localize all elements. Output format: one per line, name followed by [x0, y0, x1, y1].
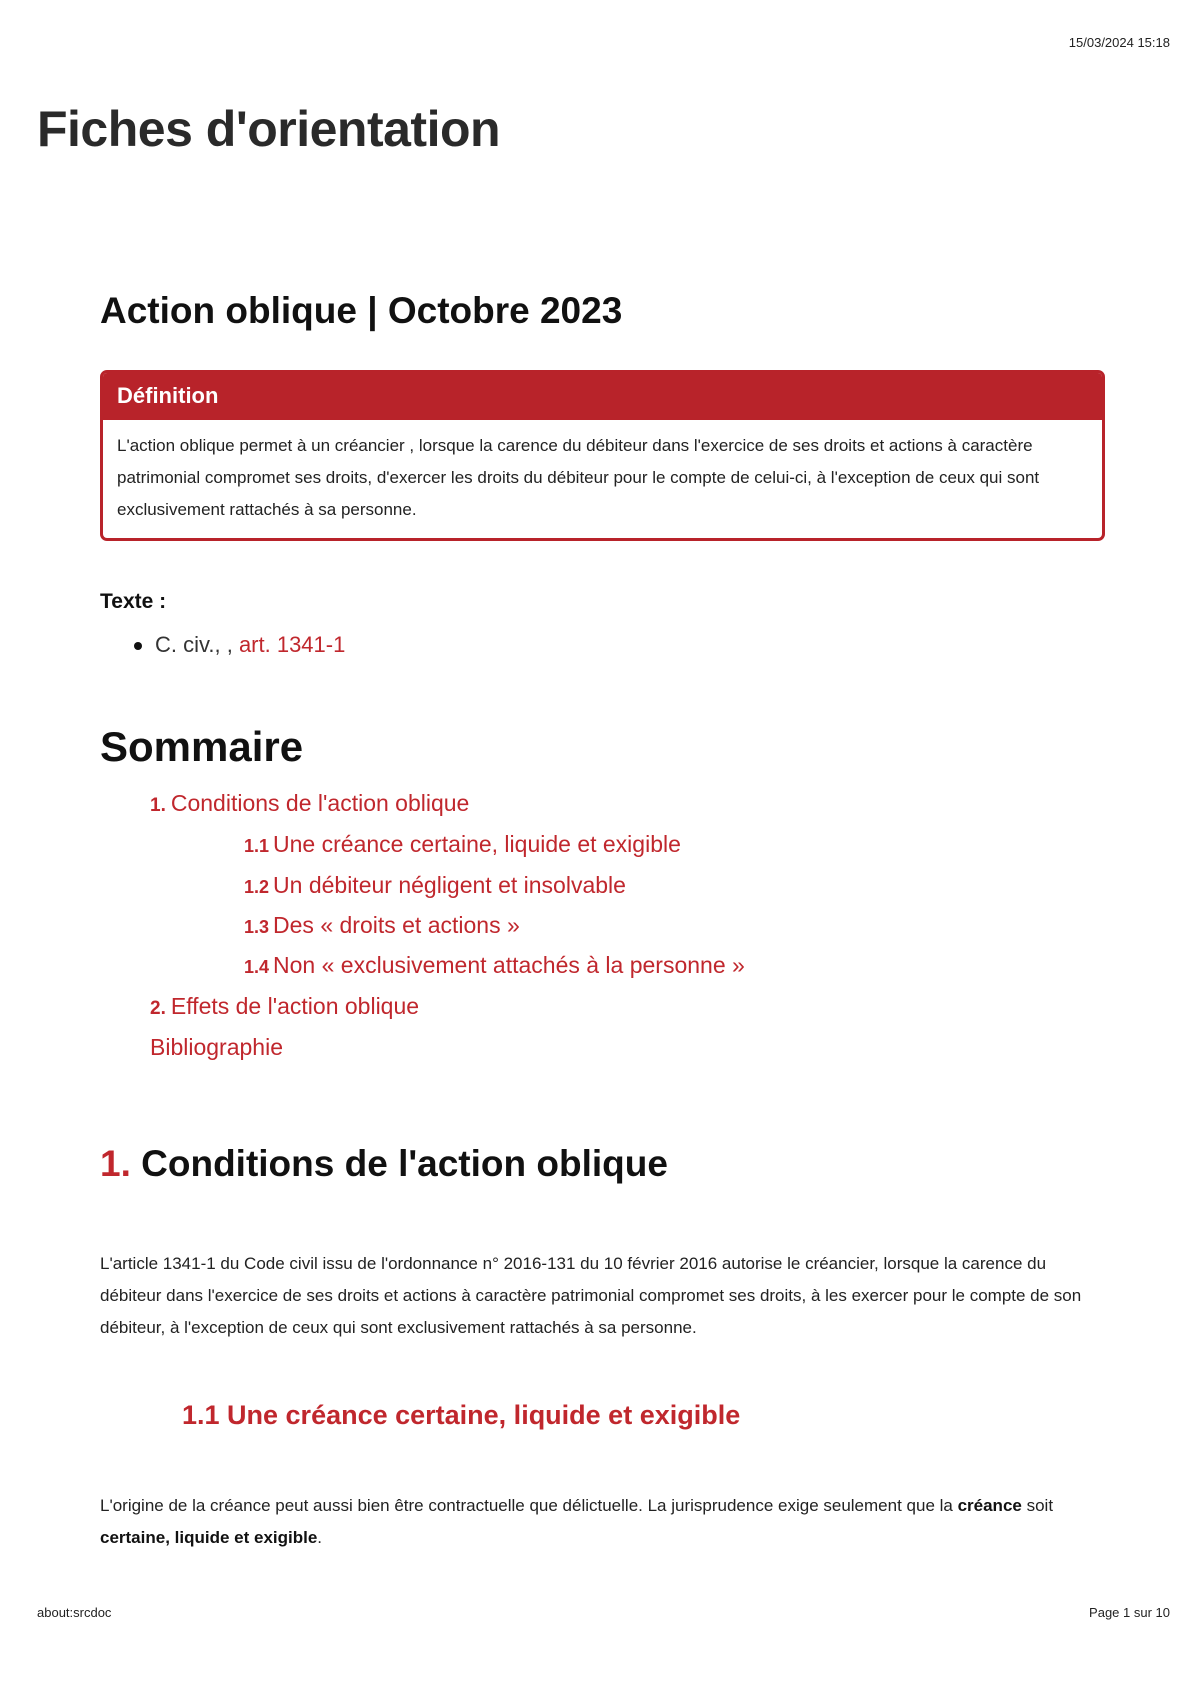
toc-label: Bibliographie — [150, 1034, 283, 1060]
site-title: Fiches d'orientation — [37, 101, 501, 157]
toc-number: 1.3 — [244, 917, 270, 937]
toc-item-effets[interactable] — [150, 993, 419, 1020]
toc-item-droits[interactable] — [244, 912, 520, 939]
toc-label: Non « exclusivement attachés à la personne » — [273, 952, 745, 978]
toc-number: 1. — [150, 795, 166, 816]
definition-text: L'action oblique permet à un créancier , lorsque la carence du débiteur dans l'exercice de ses droits et actions à caractère patrimonial compromet ses droits, d'exercer les droits du débiteur pour le compte de celui-ci, à l'exception de ceux qui sont exclusivement rattachés à sa personne. — [117, 436, 1040, 519]
section-1-1-paragraph — [100, 1490, 1105, 1554]
texte-item-prefix: C. civ., , — [155, 632, 239, 657]
section-number: 1. — [100, 1143, 131, 1184]
text-run: L'origine de la créance peut aussi bien être contractuelle que délictuelle. La jurisprudence exige seulement que la — [100, 1496, 958, 1515]
texte-label: Texte : — [100, 590, 167, 613]
toc-label: Effets de l'action oblique — [170, 993, 420, 1019]
toc-number: 1.1 — [244, 836, 270, 856]
toc-label: Une créance certaine, liquide et exigible — [273, 831, 681, 857]
text-run: . — [317, 1528, 323, 1547]
texte-list — [155, 632, 345, 658]
toc-number: 2. — [150, 998, 166, 1019]
bullet-icon — [134, 642, 142, 650]
bold-text: certaine, liquide et exigible — [100, 1528, 318, 1547]
footer-url: about:srcdoc — [37, 1605, 112, 1620]
print-timestamp: 15/03/2024 15:18 — [1068, 35, 1170, 50]
toc-item-debiteur[interactable] — [244, 872, 626, 899]
bold-text: créance — [957, 1496, 1022, 1515]
section-1-1-title: 1.1 Une créance certaine, liquide et exigible — [182, 1400, 741, 1430]
toc-label: Des « droits et actions » — [273, 912, 520, 938]
section-1-paragraph: L'article 1341-1 du Code civil issu de l'ordonnance n° 2016-131 du 10 février 2016 autorise le créancier, lorsque la carence du débiteur dans l'exercice de ses droits et actions à caractère patrimonial compromet ses droits, à les exercer pour le compte de son débiteur, à l'exception de ceux qui sont exclusivement rattachés à sa personne. — [100, 1254, 1082, 1337]
document-title: Action oblique | Octobre 2023 — [100, 290, 623, 331]
sommaire-title: Sommaire — [100, 723, 304, 770]
toc-number: 1.4 — [244, 957, 270, 977]
toc-item-personne[interactable] — [244, 952, 745, 979]
definition-heading: Définition — [103, 373, 1102, 420]
definition-box — [100, 370, 1105, 541]
toc-item-conditions[interactable] — [150, 790, 469, 817]
toc-number: 1.2 — [244, 877, 270, 897]
toc-label: Un débiteur négligent et insolvable — [273, 872, 626, 898]
text-run: soit — [1021, 1496, 1054, 1515]
texte-item — [155, 632, 345, 658]
article-link[interactable]: art. 1341-1 — [238, 632, 346, 657]
toc-item-creance[interactable] — [244, 831, 681, 858]
toc-item-bibliographie[interactable] — [150, 1034, 283, 1061]
toc-label: Conditions de l'action oblique — [170, 790, 470, 816]
section-title-text: Conditions de l'action oblique — [141, 1143, 668, 1184]
footer-page-number: Page 1 sur 10 — [1089, 1605, 1170, 1620]
section-1-title — [100, 1143, 668, 1185]
